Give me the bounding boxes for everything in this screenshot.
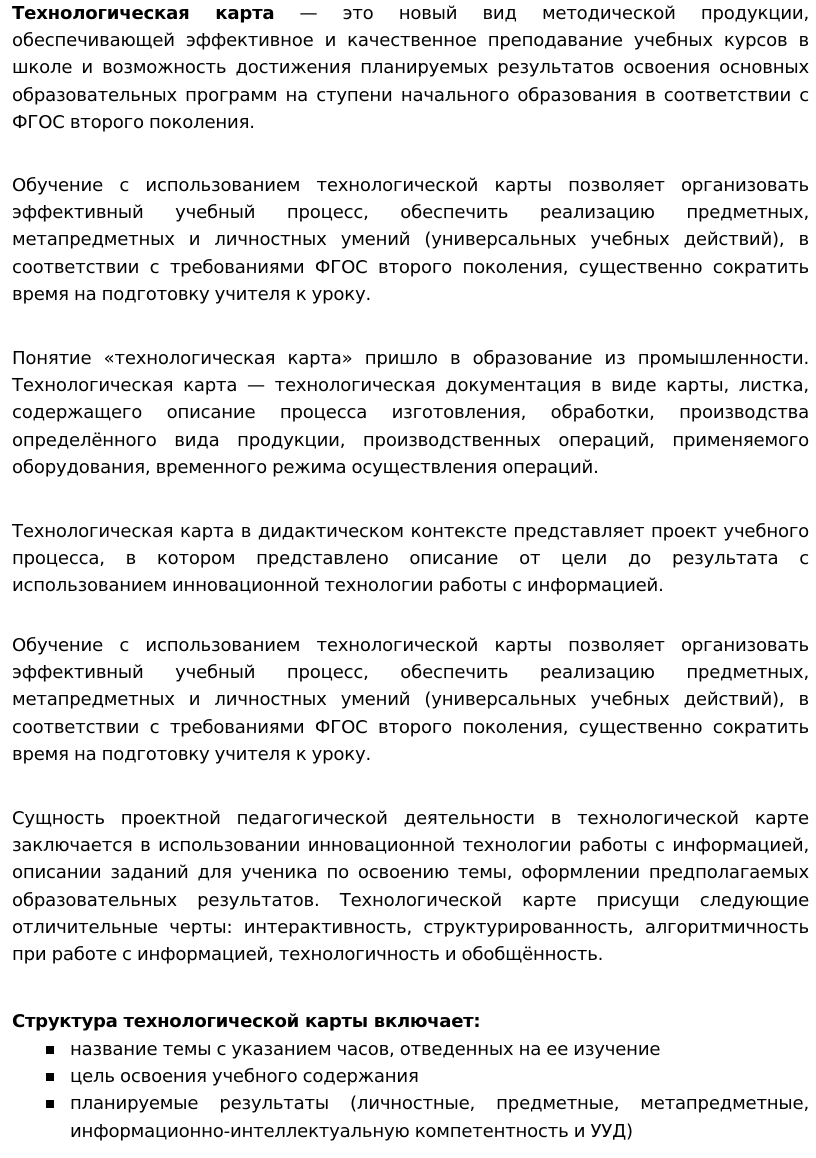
paragraph-essence: Сущность проектной педагогической деятельности в технологической карте заключается в использовании инновационной технологии работы с информацией, описании заданий для ученика по освоению темы, оформлении предполагаемых образовательных результатов. Технологической карте присущи следующие отличительные черты: интерактивность, структурированность, алгоритмичность при работе с информацией, технологичность и обобщённость. [12, 808, 809, 966]
paragraph-learning-benefits: Обучение с использованием технологической карты позволяет организовать эффективный учебный процесс, обеспечить реализацию предметных, метапредметных и личностных умений (универсальных учебных действий), в соответствии с требованиями ФГОС второго поколения, существенно сократить время на подготовку учителя к уроку. [12, 175, 809, 305]
structure-list [12, 1036, 809, 1145]
paragraph-concept-origin: Понятие «технологическая карта» пришло в образование из промышленности. Технологическая карта — технологическая документация в виде карты, листка, содержащего описание процесса изготовления, обработки, производства определённого вида продукции, производственных операций, применяемого оборудования, временного режима осуществления операций. [12, 348, 809, 478]
structure-heading: Структура технологической карты включает: [12, 1011, 481, 1032]
list-item-text: планируемые результаты (личностные, предметные, метапредметные, информационно-интеллектуальную компетентность и УУД) [70, 1093, 809, 1142]
list-item-text: название темы с указанием часов, отведенных на ее изучение [70, 1039, 661, 1060]
list-item [12, 1090, 809, 1144]
square-bullet-icon [46, 1046, 54, 1054]
list-item [12, 1063, 809, 1090]
paragraph-definition [12, 0, 809, 136]
paragraph-definition-text: — это новый вид методической продукции, обеспечивающей эффективное и качественное преподавание учебных курсов в школе и возможность достижения планируемых результатов освоения основных образовательных программ на ступени начального образования в соответствии с ФГОС второго поколения. [12, 3, 809, 133]
paragraph-learning-benefits-repeat: Обучение с использованием технологической карты позволяет организовать эффективный учебный процесс, обеспечить реализацию предметных, метапредметных и личностных умений (универсальных учебных действий), в соответствии с требованиями ФГОС второго поколения, существенно сократить время на подготовку учителя к уроку. [12, 635, 809, 765]
term-technological-map: Технологическая карта [12, 3, 275, 24]
list-item [12, 1036, 809, 1063]
square-bullet-icon [46, 1073, 54, 1081]
square-bullet-icon [46, 1100, 54, 1108]
paragraph-didactic-context: Технологическая карта в дидактическом контексте представляет проект учебного процесса, в котором представлено описание от цели до результата с использованием инновационной технологии работы с информацией. [12, 521, 809, 597]
list-item-text: цель освоения учебного содержания [70, 1066, 419, 1088]
